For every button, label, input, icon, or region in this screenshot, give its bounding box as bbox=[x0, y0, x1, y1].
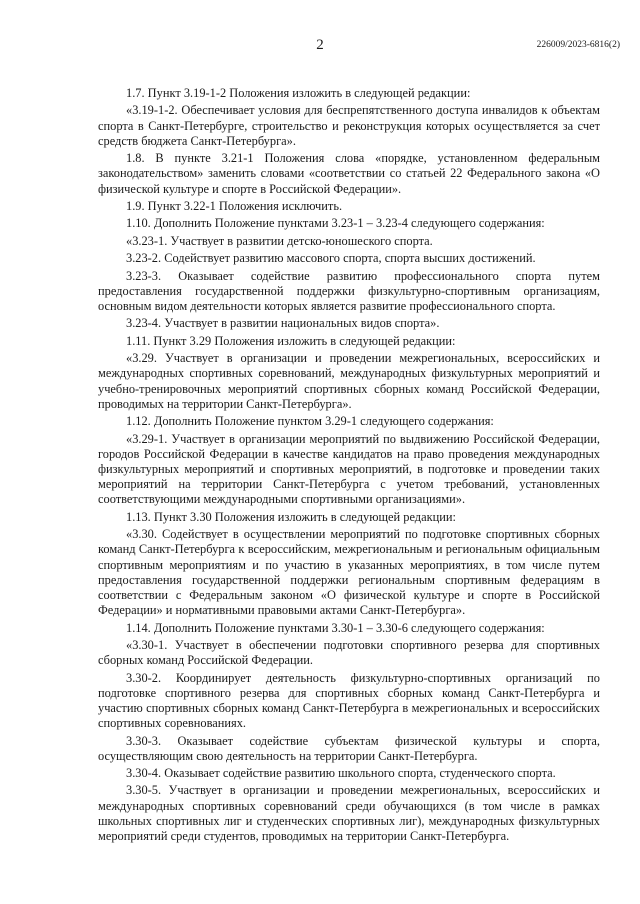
paragraph: 3.30-5. Участвует в организации и проведении межрегиональных, всероссийских и международных спортивных соревнований среди обучающихся (в том числе в рамках школьных спортивных лиг и студенческих спортивных лиг), международных физкультурных мероприятий среди студентов, проводимых на территории Санкт-Петербурга. bbox=[98, 783, 600, 844]
paragraph: 1.14. Дополнить Положение пунктами 3.30-1 – 3.30-6 следующего содержания: bbox=[126, 620, 545, 635]
paragraph: 3.30-2. Координирует деятельность физкультурно-спортивных организаций по подготовке спортивного резерва для спортивных сборных команд Санкт-Петербурга и участию спортивных сборных команд Санкт-Петербурга в межрегиональных и всероссийских спортивных соревнованиях. bbox=[98, 670, 600, 731]
paragraph: «3.29. Участвует в организации и проведении межрегиональных, всероссийских и международных спортивных соревнований, международных физкультурных мероприятий и учебно-тренировочных мероприятий спортивных сборных команд Российской Федерации, проводимых на территории Санкт-Петербурга». bbox=[98, 351, 600, 411]
paragraph: 3.30-4. Оказывает содействие развитию школьного спорта, студенческого спорта. bbox=[126, 766, 556, 781]
document-code: 226009/2023-6816(2) bbox=[536, 40, 620, 50]
paragraph: «3.30-1. Участвует в обеспечении подготовки спортивного резерва для спортивных сборных команд Российской Федерации. bbox=[98, 637, 600, 668]
paragraph: 1.10. Дополнить Положение пунктами 3.23-1 – 3.23-4 следующего содержания: bbox=[126, 216, 545, 231]
paragraph: 1.7. Пункт 3.19-1-2 Положения изложить в следующей редакции: bbox=[126, 86, 471, 100]
paragraph: 1.13. Пункт 3.30 Положения изложить в следующей редакции: bbox=[126, 509, 456, 524]
paragraph: «3.23-1. Участвует в развитии детско-юношеского спорта. bbox=[126, 233, 433, 248]
document-body bbox=[98, 86, 600, 846]
paragraph: 1.12. Дополнить Положение пунктом 3.29-1 следующего содержания: bbox=[126, 414, 494, 429]
page-number: 2 bbox=[316, 37, 324, 53]
paragraph: 3.30-3. Оказывает содействие субъектам физической культуры и спорта, осуществляющим свою деятельность на территории Санкт-Петербурга. bbox=[98, 733, 600, 763]
paragraph: «3.29-1. Участвует в организации мероприятий по выдвижению Российской Федерации, городов Российской Федерации в качестве кандидатов на право проведения международных физкультурных мероприятий и спортивных мероприятий, в подготовке и проведении таких мероприятий на территории Санкт-Петербурга с учетом требований, установленных соответствующими международными спортивными организациями». bbox=[98, 431, 600, 507]
paragraph: «3.30. Содействует в осуществлении мероприятий по подготовке спортивных сборных команд Санкт-Петербурга к всероссийским, межрегиональным и региональным официальным спортивным мероприятиям и по участию в указанных мероприятиях, в том числе путем предоставления государственной поддержки региональным спортивным федерациям в соответствии с Федеральным законом «О физической культуре и спорте в Российской Федерации» и нормативными правовыми актами Санкт-Петербурга». bbox=[98, 527, 600, 618]
paragraph: 3.23-4. Участвует в развитии национальных видов спорта». bbox=[126, 316, 440, 331]
paragraph: 3.23-2. Содействует развитию массового спорта, спорта высших достижений. bbox=[126, 251, 536, 266]
paragraph: 3.23-3. Оказывает содействие развитию профессионального спорта путем предоставления государственной поддержки физкультурно-спортивным организациям, основным видом деятельности которых является развитие профессионального спорта. bbox=[98, 268, 600, 313]
paragraph: 1.9. Пункт 3.22-1 Положения исключить. bbox=[126, 198, 343, 213]
paragraph: 1.11. Пункт 3.29 Положения изложить в следующей редакции: bbox=[126, 333, 456, 348]
paragraph: 1.8. В пункте 3.21-1 Положения слова «порядке, установленном федеральным законодательством» заменить словами «соответствии со статьей 22 Федерального закона «О физической культуре и спорте в Российской Федерации». bbox=[98, 151, 600, 196]
paragraph: «3.19-1-2. Обеспечивает условия для беспрепятственного доступа инвалидов к объектам спорта в Санкт-Петербурге, строительство и реконструкция которых осуществляется за счет средств бюджета Санкт-Петербурга». bbox=[98, 103, 600, 148]
